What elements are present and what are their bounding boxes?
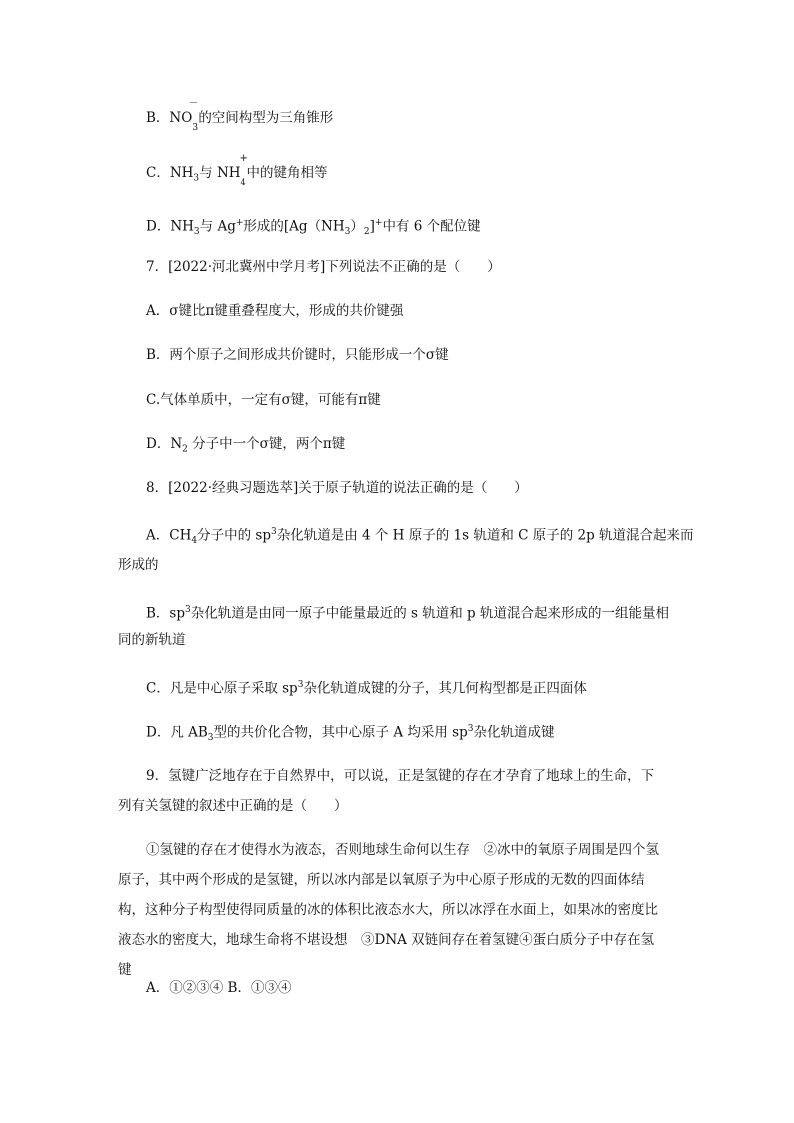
q6-b-text: 的空间构型为三角锥形 bbox=[198, 110, 334, 126]
q8-option-a-line2: 形成的 bbox=[118, 557, 159, 573]
q9-options: A．①②③④ B．①③④ bbox=[146, 980, 292, 996]
q8-option-c bbox=[146, 675, 587, 699]
q8-b-text1: 杂化轨道是由同一原子中能量最近的 s 轨道和 p 轨道混合起来形成的一组能量相 bbox=[190, 605, 669, 622]
q6-d-mid: 与 Ag bbox=[199, 218, 236, 235]
q6-d-sub1: 3 bbox=[193, 227, 200, 238]
q6-d-paren: ） bbox=[350, 218, 364, 235]
q7-option-c: C.气体单质中，一定有σ键，可能有π键 bbox=[146, 392, 381, 408]
q7-option-d bbox=[146, 434, 345, 460]
q6-option-b bbox=[146, 98, 334, 134]
q9-passage bbox=[118, 835, 663, 985]
q6-d-sup2: + bbox=[374, 218, 383, 228]
q8-a-mid: 分子中的 sp bbox=[197, 527, 271, 544]
q7-d-text: 分子中一个σ键，两个π键 bbox=[187, 436, 346, 452]
q8-option-d bbox=[146, 719, 554, 748]
q8-a-formula: A．CH bbox=[146, 527, 192, 544]
q7-d-formula: D．N bbox=[146, 436, 183, 452]
q6-c-sub1: 3 bbox=[193, 173, 200, 184]
q6-d-text: 中有 6 个配位键 bbox=[382, 218, 481, 235]
q6-d-sub2: 3 bbox=[344, 227, 351, 238]
q6-d-complex: 形成的[Ag（NH bbox=[243, 218, 345, 235]
q8-d-mid: 型的共价化合物，其中心原子 A 均采用 sp bbox=[213, 724, 468, 741]
q9-stem-line2: 列有关氢键的叙述中正确的是（ ） bbox=[118, 798, 348, 814]
q8-option-b-line1 bbox=[146, 600, 669, 624]
q8-a-text1: 杂化轨道是由 4 个 H 原子的 1s 轨道和 C 原子的 2p 轨道混合起来而 bbox=[276, 527, 694, 544]
q6-d-sup1: + bbox=[235, 218, 244, 228]
q6-b-formula: B．NO bbox=[146, 110, 193, 126]
q8-b-sup: 3 bbox=[185, 605, 191, 615]
q8-b-formula: B．sp bbox=[146, 605, 185, 622]
q8-a-sup: 3 bbox=[270, 527, 277, 537]
q8-c-text2: 杂化轨道成键的分子，其几何构型都是正四面体 bbox=[303, 680, 587, 697]
q8-d-text1: D．凡 AB bbox=[146, 724, 208, 741]
q7-option-b: B．两个原子之间形成共价键时，只能形成一个σ键 bbox=[146, 347, 449, 363]
q8-d-sup: 3 bbox=[467, 724, 474, 734]
q9-passage-text: ①氢键的存在才使得水为液态，否则地球生命何以生存 ②冰中的氧原子周围是四个氢原子，其中两个形成的是氢键，所以冰内部是以氧原子为中心原子形成的无数的四面体结构，这种分子构型使得同质量的冰的体积比液态水大，所以冰浮在水面上，如果冰的密度比液态水的密度大，地球生命将不堪设想 ③DNA 双链间存在着氢键④蛋白质分子中存在氢键 bbox=[118, 842, 659, 978]
q7-option-a: A．σ键比π键重叠程度大，形成的共价键强 bbox=[146, 303, 404, 319]
q7-stem: 7．[2022·河北冀州中学月考]下列说法不正确的是（ ） bbox=[146, 259, 501, 275]
q8-stem: 8．[2022·经典习题选萃]关于原子轨道的说法正确的是（ ） bbox=[146, 480, 528, 496]
q6-d-bracket: ] bbox=[369, 218, 375, 235]
q6-d-sub3: 2 bbox=[363, 227, 370, 238]
q6-option-d bbox=[146, 213, 481, 242]
q8-c-text1: C．凡是中心原子采取 sp bbox=[146, 680, 298, 697]
q6-c-text: 中的键角相等 bbox=[246, 165, 328, 181]
q8-a-sub: 4 bbox=[191, 536, 198, 547]
q6-d-formula: D．NH bbox=[146, 218, 194, 235]
q6-c-formula1: C．NH bbox=[146, 165, 194, 181]
q7-d-sub: 2 bbox=[182, 444, 188, 455]
q8-option-a-line1 bbox=[146, 522, 694, 551]
q9-stem-line1: 9．氢键广泛地存在于自然界中，可以说，正是氢键的存在才孕育了地球上的生命，下 bbox=[146, 768, 655, 784]
q8-d-sub: 3 bbox=[207, 733, 214, 744]
q6-b-ion-charge: － $_3$ bbox=[188, 98, 199, 133]
q8-option-b-line2: 同的新轨道 bbox=[118, 632, 186, 648]
q8-c-sup: 3 bbox=[297, 680, 304, 690]
q6-c-mid: 与 NH bbox=[199, 165, 241, 181]
q6-c-ion-charge: + $_4$ bbox=[239, 153, 248, 187]
q8-d-text2: 杂化轨道成键 bbox=[473, 724, 555, 741]
q6-option-c bbox=[146, 153, 328, 189]
